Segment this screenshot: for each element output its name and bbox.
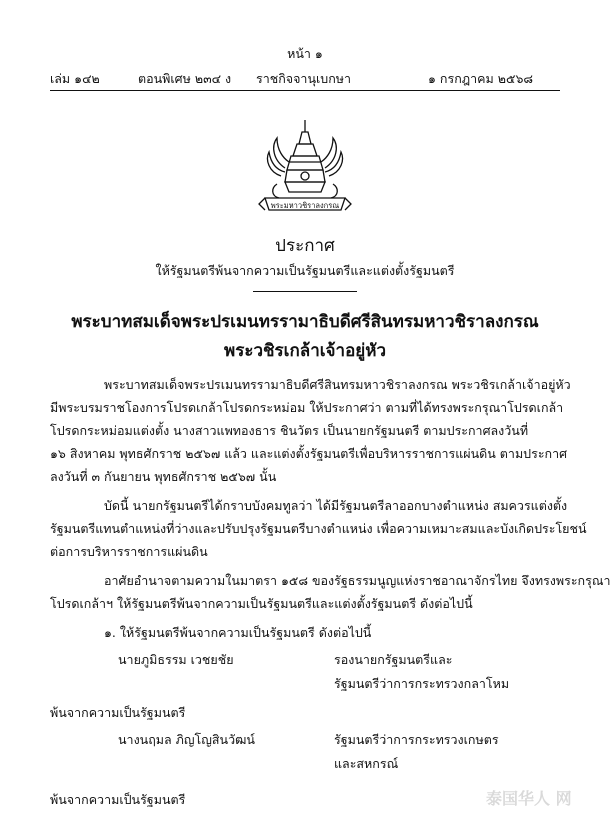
minister-position: รองนายกรัฐมนตรีและ: [334, 652, 453, 667]
seal-lettering: พระมหาวชิราลงกรณ: [270, 201, 340, 210]
watermark: 泰国华人 网: [486, 789, 572, 808]
paragraph-3-line: อาศัยอำนาจตามความในมาตรา ๑๕๘ ของรัฐธรรมนูญแห่งราชอาณาจักรไทย จึงทรงพระกรุณา: [104, 573, 610, 588]
title-rule: [253, 291, 357, 292]
minister-position: รัฐมนตรีว่าการกระทรวงเกษตร: [334, 732, 499, 747]
paragraph-2-line: บัดนี้ นายกรัฐมนตรีได้กราบบังคมทูลว่า ได้มีรัฐมนตรีลาออกบางตำแหน่ง สมควรแต่งตั้ง: [104, 498, 568, 513]
header-rule: [50, 90, 560, 91]
paragraph-1-line: โปรดกระหม่อมแต่งตั้ง นางสาวแพทองธาร ชินวัตร เป็นนายกรัฐมนตรี ตามประกาศลงวันที่: [50, 423, 529, 438]
minister-name: นางนฤมล ภิญโญสินวัฒน์: [118, 732, 255, 747]
gazette-volume: เล่ม ๑๔๒: [50, 71, 100, 86]
paragraph-2-line: ต่อการบริหารราชการแผ่นดิน: [50, 544, 208, 559]
king-name-line1: พระบาทสมเด็จพระปรเมนทรรามาธิบดีศรีสินทรมหาวชิราลงกรณ: [71, 312, 539, 332]
paragraph-1-line: ๑๖ สิงหาคม พุทธศักราช ๒๕๖๗ แล้ว และแต่งตั้งรัฐมนตรีเพื่อบริหารราชการแผ่นดิน ตามประกาศ: [50, 446, 568, 461]
gazette-section: ตอนพิเศษ ๒๓๔ ง: [138, 71, 232, 86]
minister-position: รัฐมนตรีว่าการกระทรวงกลาโหม: [334, 676, 510, 691]
king-name-line2: พระวชิรเกล้าเจ้าอยู่หัว: [224, 341, 386, 361]
minister-name: นายภูมิธรรม เวชยชัย: [118, 652, 234, 667]
gazette-name: ราชกิจจานุเบกษา: [256, 71, 352, 86]
item-1-heading: ๑. ให้รัฐมนตรีพ้นจากความเป็นรัฐมนตรี ดังต่อไปนี้: [104, 625, 372, 640]
announcement-subtitle: ให้รัฐมนตรีพ้นจากความเป็นรัฐมนตรีและแต่งตั้งรัฐมนตรี: [155, 263, 455, 278]
minister-result: พ้นจากความเป็นรัฐมนตรี: [50, 792, 186, 807]
paragraph-1-line: พระบาทสมเด็จพระปรเมนทรรามาธิบดีศรีสินทรมหาวชิราลงกรณ พระวชิรเกล้าเจ้าอยู่หัว: [104, 377, 571, 392]
paragraph-2-line: รัฐมนตรีแทนตำแหน่งที่ว่างและปรับปรุงรัฐมนตรีบางตำแหน่ง เพื่อความเหมาะสมและบังเกิดประโยชน์: [50, 521, 587, 536]
royal-seal-icon: [255, 118, 355, 223]
announcement-title: ประกาศ: [275, 236, 335, 256]
paragraph-1-line: มีพระบรมราชโองการโปรดเกล้าโปรดกระหม่อม ให้ประกาศว่า ตามที่ได้ทรงพระกรุณาโปรดเกล้า: [50, 400, 564, 415]
paragraph-3-line: โปรดเกล้าฯ ให้รัฐมนตรีพ้นจากความเป็นรัฐมนตรีและแต่งตั้งรัฐมนตรี ดังต่อไปนี้: [50, 596, 473, 611]
minister-result: พ้นจากความเป็นรัฐมนตรี: [50, 705, 186, 720]
paragraph-1-line: ลงวันที่ ๓ กันยายน พุทธศักราช ๒๕๖๗ นั้น: [50, 469, 277, 484]
minister-position: และสหกรณ์: [334, 756, 399, 771]
page-number: หน้า ๑: [287, 46, 323, 61]
gazette-date: ๑ กรกฎาคม ๒๕๖๘: [428, 71, 534, 86]
